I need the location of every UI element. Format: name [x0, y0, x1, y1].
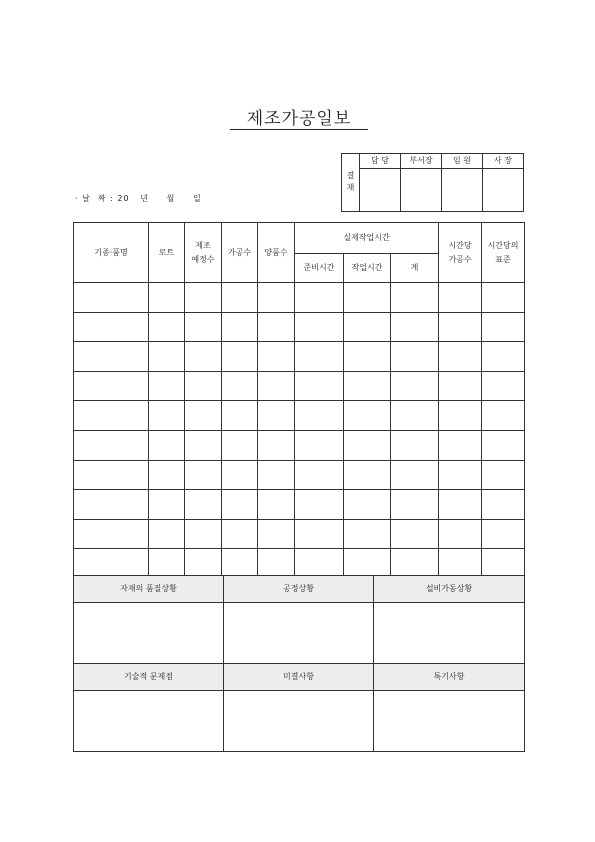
table-row [74, 371, 525, 401]
table-cell[interactable] [344, 342, 391, 372]
table-cell[interactable] [439, 519, 482, 549]
table-cell[interactable] [482, 490, 525, 520]
table-cell[interactable] [149, 430, 185, 460]
table-cell[interactable] [482, 342, 525, 372]
table-cell[interactable] [185, 519, 222, 549]
section-body-technical-issues[interactable] [74, 691, 224, 752]
table-cell[interactable] [391, 490, 439, 520]
header-standard: 시간당의 표준 [482, 223, 525, 283]
table-cell[interactable] [439, 342, 482, 372]
table-cell[interactable] [185, 283, 222, 313]
table-row [74, 430, 525, 460]
table-row [74, 549, 525, 579]
table-cell[interactable] [222, 312, 258, 342]
header-actual-time: 실제작업시간 [295, 223, 439, 254]
table-cell[interactable] [149, 283, 185, 313]
table-cell[interactable] [295, 549, 344, 579]
table-cell[interactable] [295, 401, 344, 431]
table-cell[interactable] [149, 519, 185, 549]
table-cell[interactable] [185, 401, 222, 431]
table-cell[interactable] [344, 371, 391, 401]
table-cell[interactable] [295, 371, 344, 401]
table-cell[interactable] [391, 312, 439, 342]
table-row [74, 312, 525, 342]
table-cell[interactable] [344, 312, 391, 342]
table-cell[interactable] [344, 519, 391, 549]
table-cell[interactable] [74, 549, 149, 579]
table-cell[interactable] [295, 519, 344, 549]
date-line: · 날 짜 : 20 년 월 일 [75, 194, 202, 203]
table-cell[interactable] [222, 342, 258, 372]
table-cell[interactable] [295, 312, 344, 342]
section-header-material-quality: 자재의 품질상황 [74, 576, 224, 603]
section-header-equipment-status: 설비가동상황 [374, 576, 525, 603]
table-cell[interactable] [149, 490, 185, 520]
table-cell[interactable] [258, 342, 295, 372]
approval-table [341, 153, 524, 212]
table-cell[interactable] [344, 460, 391, 490]
approval-role: 부서장 [401, 154, 442, 169]
table-cell[interactable] [344, 549, 391, 579]
table-row [74, 401, 525, 431]
table-cell[interactable] [439, 312, 482, 342]
approval-role: 임 원 [442, 154, 483, 169]
table-cell[interactable] [222, 371, 258, 401]
table-cell[interactable] [295, 283, 344, 313]
table-cell[interactable] [295, 342, 344, 372]
table-cell[interactable] [439, 430, 482, 460]
table-cell[interactable] [74, 460, 149, 490]
approval-sign-box[interactable] [483, 169, 524, 212]
header-planned: 제조 예정수 [185, 223, 222, 283]
table-cell[interactable] [185, 430, 222, 460]
section-header-pending-items: 미결사항 [224, 664, 374, 691]
table-cell[interactable] [258, 519, 295, 549]
table-cell[interactable] [391, 549, 439, 579]
table-cell[interactable] [185, 460, 222, 490]
approval-sign-box[interactable] [360, 169, 401, 212]
table-cell[interactable] [391, 371, 439, 401]
table-cell[interactable] [185, 342, 222, 372]
table-cell[interactable] [482, 371, 525, 401]
table-cell[interactable] [74, 401, 149, 431]
table-cell[interactable] [222, 430, 258, 460]
table-cell[interactable] [391, 430, 439, 460]
section-body-material-quality[interactable] [74, 603, 224, 664]
table-cell[interactable] [185, 490, 222, 520]
table-cell[interactable] [482, 430, 525, 460]
approval-sign-box[interactable] [401, 169, 442, 212]
table-cell[interactable] [222, 401, 258, 431]
header-lot: 로트 [149, 223, 185, 283]
table-cell[interactable] [344, 490, 391, 520]
notes-table [73, 575, 525, 752]
table-cell[interactable] [482, 312, 525, 342]
approval-side-label: 결재 [342, 154, 360, 212]
table-cell[interactable] [344, 430, 391, 460]
header-product: 기종·품명 [74, 223, 149, 283]
table-cell[interactable] [149, 460, 185, 490]
table-row [74, 342, 525, 372]
header-total: 계 [391, 254, 439, 283]
table-cell[interactable] [439, 401, 482, 431]
table-cell[interactable] [482, 283, 525, 313]
production-table [73, 222, 525, 579]
table-cell[interactable] [295, 430, 344, 460]
table-cell[interactable] [391, 342, 439, 372]
table-cell[interactable] [185, 371, 222, 401]
header-work-time: 작업시간 [344, 254, 391, 283]
table-cell[interactable] [482, 401, 525, 431]
table-cell[interactable] [439, 283, 482, 313]
table-cell[interactable] [482, 519, 525, 549]
table-cell[interactable] [74, 490, 149, 520]
table-cell[interactable] [74, 371, 149, 401]
table-cell[interactable] [258, 549, 295, 579]
table-cell[interactable] [482, 460, 525, 490]
table-cell[interactable] [74, 519, 149, 549]
table-cell[interactable] [439, 490, 482, 520]
table-cell[interactable] [74, 283, 149, 313]
table-row [74, 460, 525, 490]
table-cell[interactable] [391, 519, 439, 549]
header-per-hour: 시간당 가공수 [439, 223, 482, 283]
table-cell[interactable] [439, 460, 482, 490]
document-title: 제조가공일보 [246, 109, 352, 129]
section-header-technical-issues: 기술적 문제점 [74, 664, 224, 691]
header-prep-time: 준비시간 [295, 254, 344, 283]
section-body-process-status[interactable] [224, 603, 374, 664]
section-header-process-status: 공정상황 [224, 576, 374, 603]
table-cell[interactable] [391, 283, 439, 313]
table-cell[interactable] [149, 549, 185, 579]
table-cell[interactable] [222, 519, 258, 549]
section-body-pending-items[interactable] [224, 691, 374, 752]
table-row [74, 519, 525, 549]
table-cell[interactable] [258, 460, 295, 490]
table-cell[interactable] [222, 549, 258, 579]
table-cell[interactable] [74, 312, 149, 342]
table-cell[interactable] [258, 312, 295, 342]
table-cell[interactable] [149, 371, 185, 401]
table-cell[interactable] [258, 283, 295, 313]
table-cell[interactable] [295, 460, 344, 490]
table-cell[interactable] [74, 430, 149, 460]
table-cell[interactable] [258, 430, 295, 460]
table-cell[interactable] [344, 283, 391, 313]
table-cell[interactable] [185, 549, 222, 579]
table-cell[interactable] [344, 401, 391, 431]
table-cell[interactable] [295, 490, 344, 520]
table-cell[interactable] [149, 342, 185, 372]
table-cell[interactable] [258, 401, 295, 431]
section-body-special-notes[interactable] [374, 691, 525, 752]
table-cell[interactable] [439, 371, 482, 401]
section-body-equipment-status[interactable] [374, 603, 525, 664]
table-cell[interactable] [149, 401, 185, 431]
section-header-special-notes: 특기사항 [374, 664, 525, 691]
table-row [74, 490, 525, 520]
approval-role: 담 당 [360, 154, 401, 169]
table-cell[interactable] [149, 312, 185, 342]
table-cell[interactable] [258, 490, 295, 520]
approval-role: 사 장 [483, 154, 524, 169]
table-row [74, 283, 525, 313]
table-cell[interactable] [482, 549, 525, 579]
title-underline [230, 129, 368, 130]
table-cell[interactable] [185, 312, 222, 342]
table-cell[interactable] [222, 490, 258, 520]
approval-sign-box[interactable] [442, 169, 483, 212]
header-good: 양품수 [258, 223, 295, 283]
table-cell[interactable] [74, 342, 149, 372]
table-cell[interactable] [222, 460, 258, 490]
table-cell[interactable] [258, 371, 295, 401]
table-cell[interactable] [222, 283, 258, 313]
table-cell[interactable] [391, 460, 439, 490]
header-processed: 가공수 [222, 223, 258, 283]
table-cell[interactable] [391, 401, 439, 431]
table-cell[interactable] [439, 549, 482, 579]
